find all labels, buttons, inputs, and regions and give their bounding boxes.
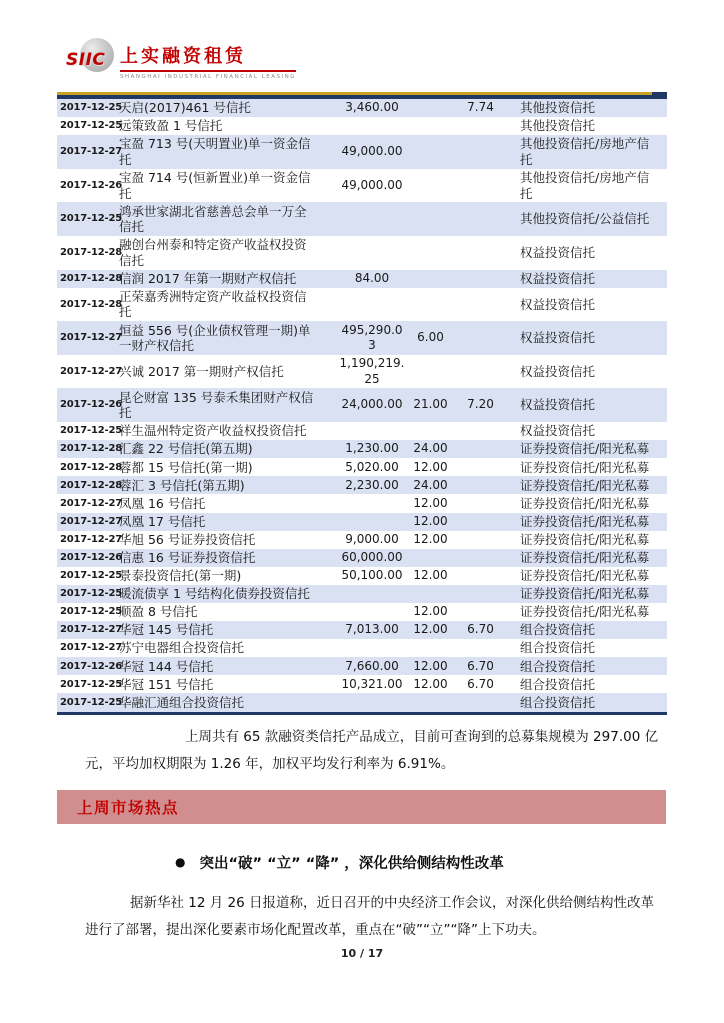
cell-name: 蓉汇 3 号信托(第五期) [119,477,245,493]
cell-date: 2017-12-25 [60,588,122,600]
cell-term [409,218,452,221]
cell-rate [452,184,509,187]
cell-scale: 60,000.00 [341,549,403,564]
cell-rate [452,647,509,650]
cell-date: 2017-12-28 [60,247,122,259]
bullet-icon: ● [175,855,186,870]
hotspot-headline-text: 突出“破” “立” “降” ，深化供给侧结构性改革 [199,855,504,872]
cell-rate [452,611,509,614]
section-header-market-hotspots [57,790,666,824]
cell-scale: 7,660.00 [345,658,399,673]
cell-scale: 3,460.00 [345,100,399,115]
table-row [57,531,667,549]
table-row [57,603,667,621]
cell-term: 12.00 [413,658,448,673]
cell-name: 天启(2017)461 号信托 [119,100,251,116]
cell-date: 2017-12-27 [60,146,122,158]
cell-date: 2017-12-27 [60,642,122,654]
cell-name: 蓉都 15 号信托(第一期) [119,459,253,475]
cell-term [409,303,452,306]
cell-term [409,107,452,110]
table-row [57,169,667,203]
table-row [57,549,667,567]
cell-type: 组合投资信托 [520,658,596,674]
cell-name: 昆仑财富 135 号泰禾集团财产权信托 [119,389,314,421]
cell-rate [452,430,509,433]
cell-name: 华融汇通组合投资信托 [119,694,245,710]
cell-date: 2017-12-26 [60,551,122,563]
cell-name: 信惠 16 号证券投资信托 [119,549,256,565]
cell-term: 6.00 [417,330,444,345]
cell-scale: 24,000.00 [341,397,403,412]
cell-term [409,370,452,373]
hotspot-headline [175,852,664,873]
table-row [57,422,667,440]
cell-scale: 5,020.00 [345,459,399,474]
cell-type: 权益投资信托 [520,423,596,439]
cell-term: 24.00 [413,441,448,456]
table-row [57,621,667,639]
cell-scale: 49,000.00 [341,177,403,192]
table-row [57,693,667,711]
cell-scale: 84.00 [354,270,390,285]
cell-rate [452,303,509,306]
cell-type: 证券投资信托/阳光私募 [520,513,650,529]
trust-table-rows [57,99,667,712]
cell-rate [452,337,509,340]
cell-name: 苏宁电器组合投资信托 [119,640,245,656]
cell-term: 21.00 [413,397,448,412]
cell-name: 融创台州泰和特定资产收益权投资信托 [119,237,307,268]
table-row [57,135,667,169]
section-title: 上周市场热点 [77,798,180,817]
table-row [57,388,667,422]
cell-type: 证券投资信托/阳光私募 [520,477,650,493]
cell-rate [452,538,509,541]
cell-term: 12.00 [413,568,448,583]
cell-rate [452,466,509,469]
cell-rate [452,556,509,559]
cell-term [409,125,452,128]
cell-rate: 6.70 [467,658,494,673]
cell-rate [452,251,509,254]
cell-scale: 1,230.00 [345,441,399,456]
table-row [57,202,667,236]
table-row [57,476,667,494]
cell-scale [335,611,409,614]
table-row [57,117,667,135]
cell-date: 2017-12-28 [60,298,122,310]
cell-rate [452,593,509,596]
cell-name: 鸿承世家湖北省慈善总会单一万全信托 [119,203,307,235]
cell-type: 其他投资信托/房地产信托 [520,136,650,167]
table-summary-paragraph: 上周共有 65 款融资类信托产品成立，目前可查询到的总募集规模为 297.00 亿元，平均加权期限为 1.26 年，加权平均发行利率为 6.91%。 [85,728,659,772]
table-bottom-border [57,712,667,715]
cell-term [409,251,452,254]
cell-rate [452,151,509,154]
cell-type: 组合投资信托 [520,694,596,710]
cell-date: 2017-12-25 [60,606,122,618]
cell-name: 正荣嘉秀洲特定资产收益权投资信托 [119,288,307,320]
cell-date: 2017-12-25 [60,102,122,114]
company-logo [66,36,724,84]
cell-rate: 7.74 [467,100,494,115]
table-row [57,321,667,355]
cell-date: 2017-12-28 [60,272,122,284]
cell-date: 2017-12-26 [60,399,122,411]
table-row [57,99,667,117]
cell-name: 华冠 144 号信托 [119,658,214,674]
cell-rate [452,701,509,704]
cell-type: 证券投资信托/阳光私募 [520,531,650,547]
table-row [57,458,667,476]
cell-rate [452,520,509,523]
cell-rate [452,277,509,280]
cell-type: 其他投资信托/房地产信托 [520,170,650,201]
cell-type: 证券投资信托/阳光私募 [520,586,650,602]
cell-type: 其他投资信托 [520,118,596,134]
cell-term: 12.00 [413,622,448,637]
cell-name: 祥生温州特定资产收益权投资信托 [119,423,307,439]
cell-date: 2017-12-26 [60,660,122,672]
table-row [57,567,667,585]
cell-type: 其他投资信托/公益信托 [520,211,650,227]
cell-type: 证券投资信托/阳光私募 [520,441,650,457]
cell-rate [452,218,509,221]
cell-rate: 6.70 [467,676,494,691]
cell-date: 2017-12-25 [60,120,122,132]
cell-scale: 1,190,219.25 [339,356,405,386]
cell-type: 组合投资信托 [520,640,596,656]
cell-name: 信润 2017 年第一期财产权信托 [119,270,297,286]
cell-date: 2017-12-26 [60,179,122,191]
hotspot-body-paragraph: 据新华社 12 月 26 日报道称，近日召开的中央经济工作会议，对深化供给侧结构性改革进行了部署，提出深化要素市场化配置改革，重点在“破”“立”“降”上下功夫。 [85,894,655,938]
cell-date: 2017-12-25 [60,678,122,690]
cell-date: 2017-12-25 [60,425,122,437]
cell-term: 12.00 [413,604,448,619]
cell-name: 汇鑫 22 号信托(第五期) [119,441,253,457]
cell-scale [335,520,409,523]
cell-rate: 6.70 [467,622,494,637]
cell-scale: 50,100.00 [341,568,403,583]
cell-date: 2017-12-28 [60,461,122,473]
cell-name: 景泰投资信托(第一期) [119,568,242,584]
table-row [57,639,667,657]
table-row [57,288,667,322]
cell-term: 12.00 [413,459,448,474]
cell-type: 组合投资信托 [520,676,596,692]
cell-date: 2017-12-28 [60,479,122,491]
cell-name: 宝盈 713 号(天明置业)单一资金信托 [119,136,311,167]
cell-date: 2017-12-27 [60,533,122,545]
table-row [57,675,667,693]
cell-term [409,701,452,704]
cell-rate [452,502,509,505]
cell-scale [335,647,409,650]
cell-term: 12.00 [413,513,448,528]
table-row [57,440,667,458]
cell-scale: 9,000.00 [345,531,399,546]
cell-date: 2017-12-25 [60,213,122,225]
table-row [57,355,667,389]
cell-scale [335,593,409,596]
table-row [57,513,667,531]
cell-term [409,593,452,596]
cell-name: 兴诚 2017 第一期财产权信托 [119,363,284,379]
cell-date: 2017-12-25 [60,696,122,708]
cell-term: 12.00 [413,531,448,546]
logo-mark-text: SIIC [66,50,106,70]
cell-term [409,647,452,650]
page-number: 10 / 17 [340,947,384,960]
cell-term [409,277,452,280]
cell-term: 12.00 [413,676,448,691]
cell-name: 华旭 56 号证券投资信托 [119,531,256,547]
cell-scale [335,303,409,306]
table-row [57,236,667,270]
cell-term: 24.00 [413,477,448,492]
company-name-en: SHANGHAI INDUSTRIAL FINANCIAL LEASING [120,73,297,80]
cell-scale [335,218,409,221]
cell-date: 2017-12-27 [60,515,122,527]
company-name-cn: 上实融资租赁 [120,42,296,72]
cell-name: 远策致盈 1 号信托 [119,118,223,134]
cell-scale [335,251,409,254]
cell-rate [452,448,509,451]
cell-scale [335,502,409,505]
cell-type: 组合投资信托 [520,622,596,638]
cell-type: 权益投资信托 [520,296,596,312]
cell-rate [452,125,509,128]
cell-date: 2017-12-27 [60,497,122,509]
cell-scale [335,125,409,128]
cell-scale: 49,000.00 [341,144,403,159]
cell-name: 恒益 556 号(企业债权管理一期)单一财产权信托 [119,322,311,354]
cell-type: 证券投资信托/阳光私募 [520,549,650,565]
table-row [57,657,667,675]
cell-name: 暖流债享 1 号结构化债券投资信托 [119,586,310,602]
table-row [57,494,667,512]
cell-scale [335,701,409,704]
cell-term [409,151,452,154]
siic-logo-icon [66,36,116,78]
cell-term [409,556,452,559]
cell-rate [452,484,509,487]
cell-scale [335,430,409,433]
cell-type: 权益投资信托 [520,363,596,379]
logo-text-block [120,36,296,80]
cell-name: 华冠 145 号信托 [119,622,214,638]
cell-scale: 495,290.03 [341,322,403,353]
cell-date: 2017-12-27 [60,365,122,377]
cell-date: 2017-12-27 [60,332,122,344]
cell-term [409,184,452,187]
cell-type: 权益投资信托 [520,270,596,286]
table-top-border [57,92,667,99]
cell-term: 12.00 [413,495,448,510]
cell-date: 2017-12-28 [60,443,122,455]
cell-name: 顺盈 8 号信托 [119,604,198,620]
cell-date: 2017-12-27 [60,624,122,636]
cell-rate [452,575,509,578]
cell-type: 权益投资信托 [520,330,596,346]
trust-products-table [57,92,667,715]
cell-scale: 10,321.00 [341,676,403,691]
cell-scale: 7,013.00 [345,622,399,637]
table-row [57,585,667,603]
cell-type: 证券投资信托/阳光私募 [520,495,650,511]
cell-name: 华冠 151 号信托 [119,676,214,692]
cell-type: 证券投资信托/阳光私募 [520,604,650,620]
cell-name: 凤凰 16 号信托 [119,495,206,511]
cell-scale: 2,230.00 [345,477,399,492]
cell-type: 其他投资信托 [520,100,596,116]
cell-date: 2017-12-25 [60,570,122,582]
cell-rate [452,370,509,373]
cell-type: 证券投资信托/阳光私募 [520,459,650,475]
cell-rate: 7.20 [467,397,494,412]
cell-type: 权益投资信托 [520,245,596,261]
cell-type: 证券投资信托/阳光私募 [520,568,650,584]
cell-term [409,430,452,433]
cell-type: 权益投资信托 [520,397,596,413]
cell-name: 宝盈 714 号(恒新置业)单一资金信托 [119,170,311,201]
table-row [57,270,667,288]
cell-name: 凤凰 17 号信托 [119,513,206,529]
